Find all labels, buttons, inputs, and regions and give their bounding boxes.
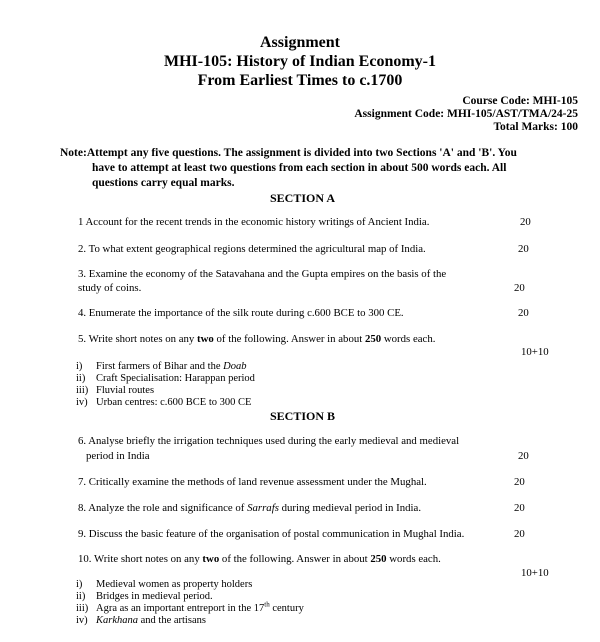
course-title: MHI-105: History of Indian Economy-1 <box>164 53 436 70</box>
section-a-heading: SECTION A <box>270 191 336 205</box>
question-6-line-1: 6. Analyse briefly the irrigation techniques used during the early medieval and medieval <box>78 435 460 447</box>
section-b-heading: SECTION B <box>270 409 336 423</box>
question-5-marks: 10+10 <box>521 346 549 358</box>
question-5-item: i) First farmers of Bihar and the Doab <box>76 361 247 372</box>
note-line-3: questions carry equal marks. <box>92 177 235 189</box>
note-line-2: have to attempt at least two questions from each section in about 500 words each. All <box>92 162 507 174</box>
question-10-marks: 10+10 <box>521 567 549 579</box>
total-marks: Total Marks: 100 <box>493 121 578 133</box>
question-3-marks: 20 <box>514 282 525 294</box>
question-10-item: i) Medieval women as property holders <box>76 579 253 590</box>
question-3-line-1: 3. Examine the economy of the Satavahana and the Gupta empires on the basis of the <box>78 268 447 280</box>
assignment-title: Assignment <box>259 34 340 51</box>
note-line-1: Note:Attempt any five questions. The assignment is divided into two Sections 'A' and 'B'. You <box>60 147 517 159</box>
question-10-item: iii) Agra as an important entreport in the 17th century <box>76 600 304 614</box>
question-3-line-2: study of coins. <box>78 282 142 294</box>
question-9-marks: 20 <box>514 528 525 540</box>
question-8: 8. Analyze the role and significance of Sarrafs during medieval period in India. <box>78 502 422 514</box>
question-8-marks: 20 <box>514 502 525 514</box>
question-6-line-2: period in India <box>86 450 150 462</box>
question-2: 2. To what extent geographical regions determined the agricultural map of India. <box>78 243 426 255</box>
question-4: 4. Enumerate the importance of the silk route during c.600 BCE to 300 CE. <box>78 307 404 319</box>
question-7-marks: 20 <box>514 476 525 488</box>
assignment-code: Assignment Code: MHI-105/AST/TMA/24-25 <box>354 108 578 120</box>
question-10-item: iv) Karkhana and the artisans <box>76 615 206 626</box>
question-7: 7. Critically examine the methods of land revenue assessment under the Mughal. <box>78 476 427 488</box>
question-4-marks: 20 <box>518 307 529 319</box>
question-5-item: ii) Craft Specialisation: Harappan period <box>76 373 255 384</box>
question-1: 1 Account for the recent trends in the economic history writings of Ancient India. <box>78 216 430 228</box>
course-code: Course Code: MHI-105 <box>462 95 578 107</box>
question-1-marks: 20 <box>520 216 531 228</box>
question-5-item: iii) Fluvial routes <box>76 385 155 396</box>
course-subtitle: From Earliest Times to c.1700 <box>197 72 403 89</box>
question-10-item: ii) Bridges in medieval period. <box>76 591 213 602</box>
question-9: 9. Discuss the basic feature of the organisation of postal communication in Mughal India. <box>78 528 465 540</box>
question-5-item: iv) Urban centres: c.600 BCE to 300 CE <box>76 397 252 408</box>
question-2-marks: 20 <box>518 243 529 255</box>
question-10: 10. Write short notes on any two of the following. Answer in about 250 words each. <box>78 553 441 565</box>
question-5: 5. Write short notes on any two of the following. Answer in about 250 words each. <box>78 333 436 345</box>
question-6-marks: 20 <box>518 450 529 462</box>
